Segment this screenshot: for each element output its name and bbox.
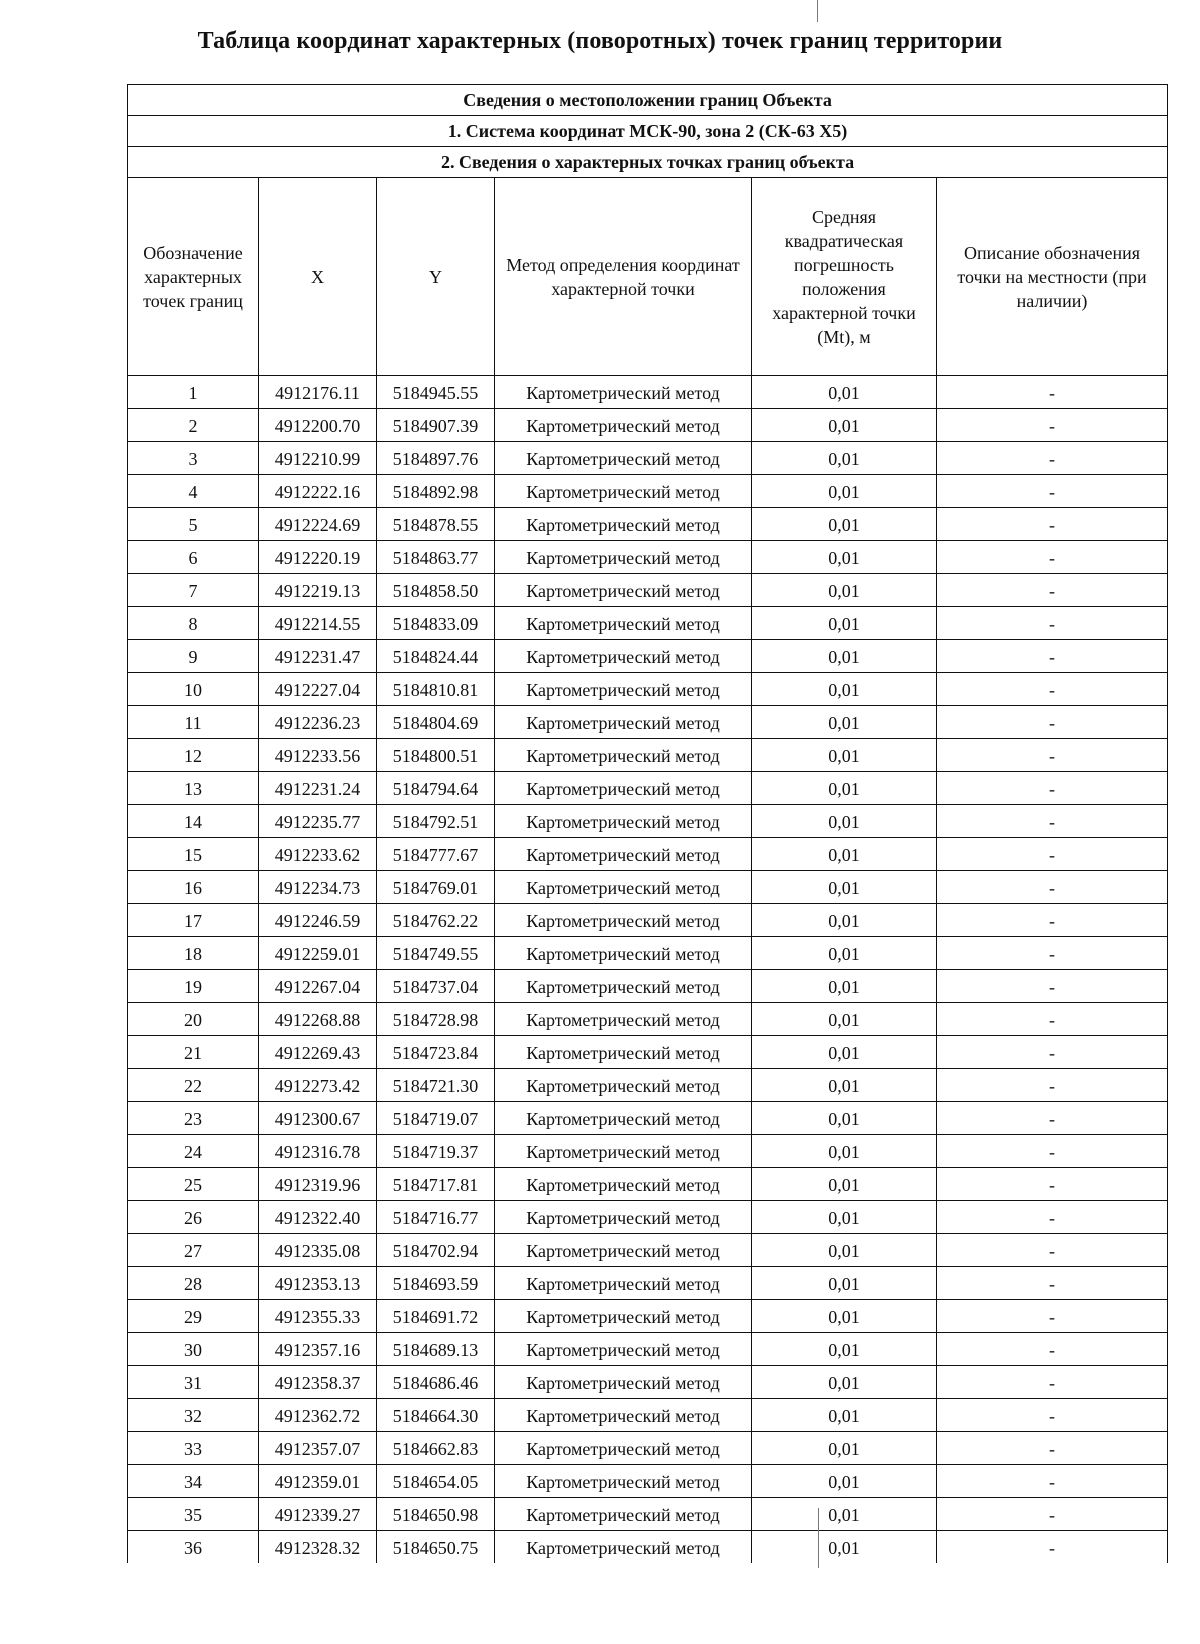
table-row: [128, 1267, 1168, 1300]
table-row: [128, 1498, 1168, 1531]
cell-x: 4912246.59: [259, 904, 377, 937]
cell-x: 4912233.62: [259, 838, 377, 871]
table-row: [128, 508, 1168, 541]
cell-mean-error: 0,01: [752, 541, 937, 574]
cell-description: -: [937, 1432, 1168, 1465]
table-row: [128, 1399, 1168, 1432]
cell-mean-error: 0,01: [752, 640, 937, 673]
cell-x: 4912235.77: [259, 805, 377, 838]
cell-y: 5184693.59: [377, 1267, 495, 1300]
cell-mean-error: 0,01: [752, 1168, 937, 1201]
cell-point-number: 34: [128, 1465, 259, 1498]
cell-point-number: 5: [128, 508, 259, 541]
cell-description: -: [937, 1201, 1168, 1234]
cell-x: 4912210.99: [259, 442, 377, 475]
cell-y: 5184691.72: [377, 1300, 495, 1333]
cell-point-number: 14: [128, 805, 259, 838]
cell-y: 5184824.44: [377, 640, 495, 673]
cell-description: -: [937, 1465, 1168, 1498]
cell-x: 4912267.04: [259, 970, 377, 1003]
cell-method: Картометрический метод: [495, 1102, 752, 1135]
cell-x: 4912357.07: [259, 1432, 377, 1465]
cell-point-number: 1: [128, 376, 259, 409]
scan-artifact-line-bottom: [818, 1508, 819, 1568]
cell-method: Картометрический метод: [495, 838, 752, 871]
table-row: [128, 1465, 1168, 1498]
table-row: [128, 541, 1168, 574]
table-row: [128, 904, 1168, 937]
cell-x: 4912259.01: [259, 937, 377, 970]
cell-method: Картометрический метод: [495, 1300, 752, 1333]
cell-y: 5184777.67: [377, 838, 495, 871]
cell-mean-error: 0,01: [752, 673, 937, 706]
cell-method: Картометрический метод: [495, 871, 752, 904]
cell-description: -: [937, 1531, 1168, 1564]
cell-method: Картометрический метод: [495, 1498, 752, 1531]
cell-method: Картометрический метод: [495, 607, 752, 640]
cell-x: 4912328.32: [259, 1531, 377, 1564]
cell-y: 5184702.94: [377, 1234, 495, 1267]
table-row: [128, 871, 1168, 904]
cell-description: -: [937, 640, 1168, 673]
cell-description: -: [937, 706, 1168, 739]
cell-mean-error: 0,01: [752, 772, 937, 805]
band-cell: 1. Система координат МСК-90, зона 2 (СК-63 Х5): [128, 116, 1168, 147]
table-row: [128, 838, 1168, 871]
cell-x: 4912269.43: [259, 1036, 377, 1069]
cell-description: -: [937, 1333, 1168, 1366]
cell-x: 4912358.37: [259, 1366, 377, 1399]
cell-x: 4912322.40: [259, 1201, 377, 1234]
band-cell: 2. Сведения о характерных точках границ объекта: [128, 147, 1168, 178]
cell-method: Картометрический метод: [495, 541, 752, 574]
cell-point-number: 3: [128, 442, 259, 475]
cell-point-number: 32: [128, 1399, 259, 1432]
cell-mean-error: 0,01: [752, 376, 937, 409]
cell-x: 4912236.23: [259, 706, 377, 739]
cell-point-number: 6: [128, 541, 259, 574]
table-row: [128, 772, 1168, 805]
cell-point-number: 8: [128, 607, 259, 640]
cell-method: Картометрический метод: [495, 442, 752, 475]
cell-y: 5184719.37: [377, 1135, 495, 1168]
cell-description: -: [937, 475, 1168, 508]
band-row-points-info: [128, 147, 1168, 178]
cell-mean-error: 0,01: [752, 442, 937, 475]
cell-method: Картометрический метод: [495, 673, 752, 706]
cell-mean-error: 0,01: [752, 1366, 937, 1399]
band-row-coordinate-system: [128, 116, 1168, 147]
cell-y: 5184858.50: [377, 574, 495, 607]
coordinates-table-frame: [127, 84, 1167, 1563]
cell-description: -: [937, 772, 1168, 805]
cell-description: -: [937, 1003, 1168, 1036]
cell-description: -: [937, 1267, 1168, 1300]
cell-method: Картометрический метод: [495, 1333, 752, 1366]
cell-method: Картометрический метод: [495, 904, 752, 937]
cell-x: 4912319.96: [259, 1168, 377, 1201]
cell-method: Картометрический метод: [495, 1234, 752, 1267]
cell-y: 5184728.98: [377, 1003, 495, 1036]
cell-description: -: [937, 1168, 1168, 1201]
cell-point-number: 24: [128, 1135, 259, 1168]
cell-mean-error: 0,01: [752, 1333, 937, 1366]
cell-method: Картометрический метод: [495, 1003, 752, 1036]
cell-description: -: [937, 541, 1168, 574]
cell-method: Картометрический метод: [495, 970, 752, 1003]
scan-artifact-line-top: [817, 0, 818, 22]
cell-mean-error: 0,01: [752, 1399, 937, 1432]
coordinates-table: [127, 84, 1168, 1563]
cell-method: Картометрический метод: [495, 1366, 752, 1399]
cell-description: -: [937, 508, 1168, 541]
cell-method: Картометрический метод: [495, 1036, 752, 1069]
cell-x: 4912268.88: [259, 1003, 377, 1036]
table-row: [128, 805, 1168, 838]
cell-y: 5184863.77: [377, 541, 495, 574]
cell-point-number: 29: [128, 1300, 259, 1333]
cell-mean-error: 0,01: [752, 475, 937, 508]
cell-method: Картометрический метод: [495, 574, 752, 607]
cell-point-number: 18: [128, 937, 259, 970]
cell-point-number: 23: [128, 1102, 259, 1135]
cell-method: Картометрический метод: [495, 1465, 752, 1498]
cell-point-number: 25: [128, 1168, 259, 1201]
cell-point-number: 31: [128, 1366, 259, 1399]
header-y: Y: [377, 178, 495, 376]
cell-y: 5184650.75: [377, 1531, 495, 1564]
cell-mean-error: 0,01: [752, 937, 937, 970]
header-mean-error: Средняя квадратическая погрешность положения характерной точки (Mt), м: [752, 178, 937, 376]
cell-mean-error: 0,01: [752, 904, 937, 937]
cell-y: 5184650.98: [377, 1498, 495, 1531]
cell-point-number: 27: [128, 1234, 259, 1267]
cell-y: 5184723.84: [377, 1036, 495, 1069]
cell-method: Картометрический метод: [495, 805, 752, 838]
cell-y: 5184892.98: [377, 475, 495, 508]
cell-point-number: 9: [128, 640, 259, 673]
cell-y: 5184810.81: [377, 673, 495, 706]
cell-description: -: [937, 739, 1168, 772]
cell-method: Картометрический метод: [495, 706, 752, 739]
cell-method: Картометрический метод: [495, 1267, 752, 1300]
cell-mean-error: 0,01: [752, 508, 937, 541]
header-description: Описание обозначения точки на местности (при наличии): [937, 178, 1168, 376]
table-row: [128, 673, 1168, 706]
cell-mean-error: 0,01: [752, 1267, 937, 1300]
cell-description: -: [937, 970, 1168, 1003]
cell-y: 5184654.05: [377, 1465, 495, 1498]
cell-y: 5184689.13: [377, 1333, 495, 1366]
cell-description: -: [937, 574, 1168, 607]
cell-description: -: [937, 1399, 1168, 1432]
cell-y: 5184800.51: [377, 739, 495, 772]
cell-mean-error: 0,01: [752, 1531, 937, 1564]
cell-mean-error: 0,01: [752, 1234, 937, 1267]
table-row: [128, 1135, 1168, 1168]
cell-point-number: 11: [128, 706, 259, 739]
cell-method: Картометрический метод: [495, 376, 752, 409]
cell-point-number: 10: [128, 673, 259, 706]
table-row: [128, 607, 1168, 640]
table-row: [128, 1036, 1168, 1069]
cell-mean-error: 0,01: [752, 805, 937, 838]
cell-description: -: [937, 1102, 1168, 1135]
cell-x: 4912220.19: [259, 541, 377, 574]
cell-method: Картометрический метод: [495, 937, 752, 970]
cell-mean-error: 0,01: [752, 706, 937, 739]
cell-method: Картометрический метод: [495, 772, 752, 805]
cell-x: 4912200.70: [259, 409, 377, 442]
cell-x: 4912335.08: [259, 1234, 377, 1267]
table-row: [128, 1333, 1168, 1366]
table-row: [128, 1366, 1168, 1399]
table-row: [128, 409, 1168, 442]
table-row: [128, 442, 1168, 475]
cell-x: 4912227.04: [259, 673, 377, 706]
cell-mean-error: 0,01: [752, 1201, 937, 1234]
header-method: Метод определения координат характерной точки: [495, 178, 752, 376]
cell-mean-error: 0,01: [752, 1069, 937, 1102]
band-cell: Сведения о местоположении границ Объекта: [128, 85, 1168, 116]
table-row: [128, 475, 1168, 508]
cell-x: 4912234.73: [259, 871, 377, 904]
cell-y: 5184762.22: [377, 904, 495, 937]
cell-x: 4912353.13: [259, 1267, 377, 1300]
cell-x: 4912357.16: [259, 1333, 377, 1366]
cell-mean-error: 0,01: [752, 409, 937, 442]
cell-y: 5184719.07: [377, 1102, 495, 1135]
table-row: [128, 376, 1168, 409]
table-row: [128, 574, 1168, 607]
cell-y: 5184804.69: [377, 706, 495, 739]
cell-description: -: [937, 871, 1168, 904]
cell-mean-error: 0,01: [752, 574, 937, 607]
cell-mean-error: 0,01: [752, 1498, 937, 1531]
table-row: [128, 1531, 1168, 1564]
cell-method: Картометрический метод: [495, 475, 752, 508]
cell-x: 4912222.16: [259, 475, 377, 508]
cell-description: -: [937, 607, 1168, 640]
cell-point-number: 28: [128, 1267, 259, 1300]
cell-point-number: 26: [128, 1201, 259, 1234]
cell-y: 5184664.30: [377, 1399, 495, 1432]
column-header-row: [128, 178, 1168, 376]
cell-x: 4912339.27: [259, 1498, 377, 1531]
cell-point-number: 21: [128, 1036, 259, 1069]
cell-description: -: [937, 805, 1168, 838]
cell-point-number: 33: [128, 1432, 259, 1465]
cell-mean-error: 0,01: [752, 739, 937, 772]
cell-point-number: 20: [128, 1003, 259, 1036]
cell-point-number: 2: [128, 409, 259, 442]
table-row: [128, 1300, 1168, 1333]
cell-description: -: [937, 1135, 1168, 1168]
cell-x: 4912273.42: [259, 1069, 377, 1102]
cell-method: Картометрический метод: [495, 1069, 752, 1102]
table-row: [128, 970, 1168, 1003]
cell-method: Картометрический метод: [495, 1399, 752, 1432]
cell-point-number: 13: [128, 772, 259, 805]
cell-method: Картометрический метод: [495, 1432, 752, 1465]
cell-point-number: 4: [128, 475, 259, 508]
cell-point-number: 19: [128, 970, 259, 1003]
cell-x: 4912300.67: [259, 1102, 377, 1135]
cell-mean-error: 0,01: [752, 1102, 937, 1135]
cell-method: Картометрический метод: [495, 1135, 752, 1168]
cell-description: -: [937, 1069, 1168, 1102]
header-point-designation: Обозначение характерных точек границ: [128, 178, 259, 376]
table-row: [128, 1003, 1168, 1036]
cell-method: Картометрический метод: [495, 640, 752, 673]
cell-y: 5184769.01: [377, 871, 495, 904]
cell-description: -: [937, 673, 1168, 706]
cell-y: 5184833.09: [377, 607, 495, 640]
cell-method: Картометрический метод: [495, 1201, 752, 1234]
cell-point-number: 16: [128, 871, 259, 904]
cell-y: 5184686.46: [377, 1366, 495, 1399]
cell-y: 5184721.30: [377, 1069, 495, 1102]
cell-y: 5184907.39: [377, 409, 495, 442]
table-row: [128, 706, 1168, 739]
cell-description: -: [937, 1300, 1168, 1333]
cell-y: 5184897.76: [377, 442, 495, 475]
cell-description: -: [937, 409, 1168, 442]
table-row: [128, 1234, 1168, 1267]
table-row: [128, 1168, 1168, 1201]
cell-mean-error: 0,01: [752, 1432, 937, 1465]
cell-y: 5184749.55: [377, 937, 495, 970]
cell-point-number: 35: [128, 1498, 259, 1531]
cell-point-number: 22: [128, 1069, 259, 1102]
cell-y: 5184878.55: [377, 508, 495, 541]
cell-description: -: [937, 1036, 1168, 1069]
cell-description: -: [937, 442, 1168, 475]
cell-mean-error: 0,01: [752, 1003, 937, 1036]
cell-y: 5184737.04: [377, 970, 495, 1003]
cell-point-number: 15: [128, 838, 259, 871]
cell-y: 5184716.77: [377, 1201, 495, 1234]
cell-point-number: 17: [128, 904, 259, 937]
document-title: Таблица координат характерных (поворотных) точек границ территории: [197, 28, 1003, 54]
cell-description: -: [937, 1366, 1168, 1399]
cell-x: 4912214.55: [259, 607, 377, 640]
cell-description: -: [937, 1498, 1168, 1531]
cell-x: 4912316.78: [259, 1135, 377, 1168]
cell-point-number: 30: [128, 1333, 259, 1366]
table-row: [128, 739, 1168, 772]
table-row: [128, 640, 1168, 673]
cell-x: 4912359.01: [259, 1465, 377, 1498]
cell-point-number: 12: [128, 739, 259, 772]
cell-point-number: 7: [128, 574, 259, 607]
cell-x: 4912176.11: [259, 376, 377, 409]
cell-x: 4912231.24: [259, 772, 377, 805]
cell-method: Картометрический метод: [495, 1168, 752, 1201]
cell-y: 5184794.64: [377, 772, 495, 805]
cell-description: -: [937, 838, 1168, 871]
cell-description: -: [937, 1234, 1168, 1267]
cell-point-number: 36: [128, 1531, 259, 1564]
cell-y: 5184945.55: [377, 376, 495, 409]
cell-mean-error: 0,01: [752, 970, 937, 1003]
band-row-object-info: [128, 85, 1168, 116]
cell-description: -: [937, 904, 1168, 937]
cell-mean-error: 0,01: [752, 1300, 937, 1333]
cell-mean-error: 0,01: [752, 1036, 937, 1069]
cell-description: -: [937, 376, 1168, 409]
cell-method: Картометрический метод: [495, 508, 752, 541]
cell-mean-error: 0,01: [752, 871, 937, 904]
cell-y: 5184662.83: [377, 1432, 495, 1465]
cell-method: Картометрический метод: [495, 409, 752, 442]
table-row: [128, 1432, 1168, 1465]
cell-method: Картометрический метод: [495, 1531, 752, 1564]
cell-x: 4912233.56: [259, 739, 377, 772]
header-x: X: [259, 178, 377, 376]
table-row: [128, 1069, 1168, 1102]
cell-x: 4912231.47: [259, 640, 377, 673]
table-row: [128, 1102, 1168, 1135]
cell-mean-error: 0,01: [752, 838, 937, 871]
cell-x: 4912219.13: [259, 574, 377, 607]
cell-x: 4912224.69: [259, 508, 377, 541]
cell-method: Картометрический метод: [495, 739, 752, 772]
cell-x: 4912355.33: [259, 1300, 377, 1333]
table-row: [128, 937, 1168, 970]
cell-y: 5184717.81: [377, 1168, 495, 1201]
table-row: [128, 1201, 1168, 1234]
cell-x: 4912362.72: [259, 1399, 377, 1432]
cell-description: -: [937, 937, 1168, 970]
cell-mean-error: 0,01: [752, 1135, 937, 1168]
cell-y: 5184792.51: [377, 805, 495, 838]
cell-mean-error: 0,01: [752, 1465, 937, 1498]
cell-mean-error: 0,01: [752, 607, 937, 640]
